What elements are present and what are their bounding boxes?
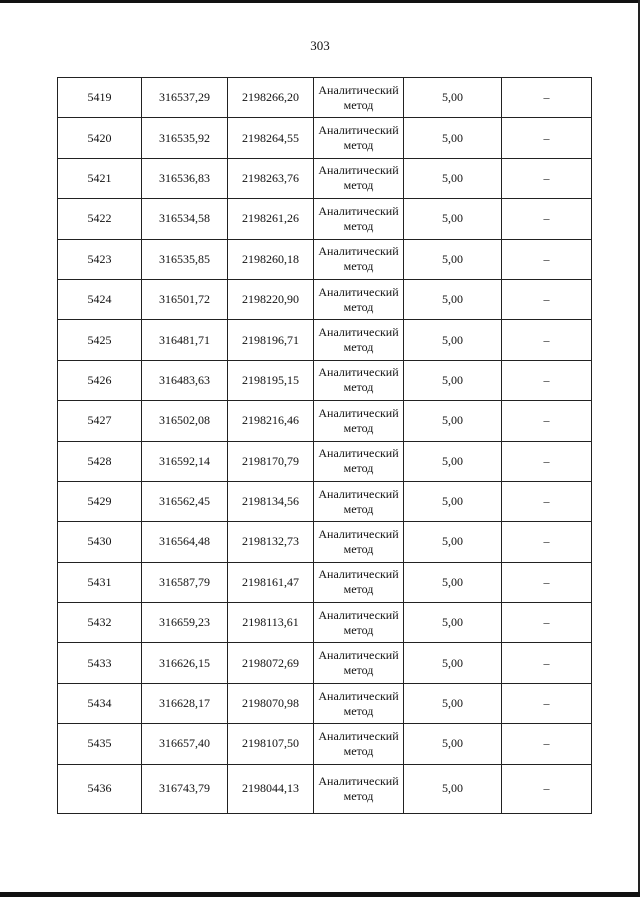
x-coordinate-cell: 316743,79 — [142, 764, 228, 813]
y-coordinate-cell: 2198261,26 — [228, 199, 314, 239]
table-row — [58, 724, 592, 764]
note-cell: – — [502, 118, 592, 158]
method-cell — [314, 441, 404, 481]
method-line: метод — [343, 340, 374, 355]
method-cell — [314, 199, 404, 239]
point-number-cell: 5428 — [58, 441, 142, 481]
x-coordinate-cell: 316501,72 — [142, 279, 228, 319]
x-coordinate-cell: 316626,15 — [142, 643, 228, 683]
x-coordinate-cell: 316564,48 — [142, 522, 228, 562]
accuracy-cell: 5,00 — [404, 320, 502, 360]
method-line: Аналитический — [318, 648, 399, 663]
point-number-cell: 5429 — [58, 481, 142, 521]
note-cell: – — [502, 279, 592, 319]
method-line: метод — [343, 788, 374, 803]
method-cell — [314, 118, 404, 158]
note-cell: – — [502, 481, 592, 521]
table-row — [58, 522, 592, 562]
note-cell: – — [502, 562, 592, 602]
y-coordinate-cell: 2198266,20 — [228, 78, 314, 118]
y-coordinate-cell: 2198216,46 — [228, 401, 314, 441]
method-line: Аналитический — [318, 486, 399, 501]
x-coordinate-cell: 316562,45 — [142, 481, 228, 521]
method-line: Аналитический — [318, 203, 399, 218]
coordinates-table — [57, 77, 592, 814]
accuracy-cell: 5,00 — [404, 603, 502, 643]
table-row — [58, 764, 592, 813]
point-number-cell: 5421 — [58, 158, 142, 198]
point-number-cell: 5423 — [58, 239, 142, 279]
x-coordinate-cell: 316592,14 — [142, 441, 228, 481]
y-coordinate-cell: 2198072,69 — [228, 643, 314, 683]
table-row — [58, 239, 592, 279]
point-number-cell: 5422 — [58, 199, 142, 239]
table-row — [58, 643, 592, 683]
method-cell — [314, 522, 404, 562]
point-number-cell: 5430 — [58, 522, 142, 562]
x-coordinate-cell: 316534,58 — [142, 199, 228, 239]
point-number-cell: 5425 — [58, 320, 142, 360]
accuracy-cell: 5,00 — [404, 481, 502, 521]
x-coordinate-cell: 316587,79 — [142, 562, 228, 602]
scan-edge-top — [0, 0, 640, 3]
y-coordinate-cell: 2198044,13 — [228, 764, 314, 813]
method-cell — [314, 239, 404, 279]
coordinates-table-body — [58, 78, 592, 814]
method-line: Аналитический — [318, 244, 399, 259]
method-line: Аналитический — [318, 446, 399, 461]
method-line: метод — [343, 178, 374, 193]
x-coordinate-cell: 316481,71 — [142, 320, 228, 360]
note-cell: – — [502, 360, 592, 400]
point-number-cell: 5426 — [58, 360, 142, 400]
table-row — [58, 683, 592, 723]
accuracy-cell: 5,00 — [404, 279, 502, 319]
method-line: Аналитический — [318, 405, 399, 420]
table-row — [58, 481, 592, 521]
y-coordinate-cell: 2198134,56 — [228, 481, 314, 521]
note-cell: – — [502, 643, 592, 683]
method-line: метод — [343, 218, 374, 233]
method-cell — [314, 481, 404, 521]
note-cell: – — [502, 764, 592, 813]
note-cell: – — [502, 239, 592, 279]
point-number-cell: 5435 — [58, 724, 142, 764]
method-cell — [314, 279, 404, 319]
note-cell: – — [502, 320, 592, 360]
method-cell — [314, 603, 404, 643]
y-coordinate-cell: 2198195,15 — [228, 360, 314, 400]
x-coordinate-cell: 316537,29 — [142, 78, 228, 118]
y-coordinate-cell: 2198161,47 — [228, 562, 314, 602]
note-cell: – — [502, 522, 592, 562]
method-line: Аналитический — [318, 526, 399, 541]
method-line: метод — [343, 541, 374, 556]
method-line: Аналитический — [318, 325, 399, 340]
point-number-cell: 5420 — [58, 118, 142, 158]
point-number-cell: 5432 — [58, 603, 142, 643]
method-line: Аналитический — [318, 123, 399, 138]
accuracy-cell: 5,00 — [404, 643, 502, 683]
method-line: Аналитический — [318, 567, 399, 582]
method-cell — [314, 724, 404, 764]
y-coordinate-cell: 2198220,90 — [228, 279, 314, 319]
note-cell: – — [502, 158, 592, 198]
y-coordinate-cell: 2198070,98 — [228, 683, 314, 723]
note-cell: – — [502, 199, 592, 239]
method-line: метод — [343, 703, 374, 718]
method-line: метод — [343, 97, 374, 112]
x-coordinate-cell: 316535,85 — [142, 239, 228, 279]
method-line: метод — [343, 501, 374, 516]
method-cell — [314, 78, 404, 118]
page-number: 303 — [310, 38, 330, 53]
method-cell — [314, 643, 404, 683]
x-coordinate-cell: 316483,63 — [142, 360, 228, 400]
accuracy-cell: 5,00 — [404, 522, 502, 562]
point-number-cell: 5436 — [58, 764, 142, 813]
note-cell: – — [502, 401, 592, 441]
x-coordinate-cell: 316659,23 — [142, 603, 228, 643]
accuracy-cell: 5,00 — [404, 441, 502, 481]
method-line: Аналитический — [318, 163, 399, 178]
x-coordinate-cell: 316657,40 — [142, 724, 228, 764]
method-line: метод — [343, 582, 374, 597]
y-coordinate-cell: 2198170,79 — [228, 441, 314, 481]
note-cell: – — [502, 724, 592, 764]
table-row — [58, 562, 592, 602]
point-number-cell: 5424 — [58, 279, 142, 319]
accuracy-cell: 5,00 — [404, 199, 502, 239]
y-coordinate-cell: 2198107,50 — [228, 724, 314, 764]
method-cell — [314, 401, 404, 441]
y-coordinate-cell: 2198113,61 — [228, 603, 314, 643]
method-line: Аналитический — [318, 773, 399, 788]
method-line: Аналитический — [318, 284, 399, 299]
accuracy-cell: 5,00 — [404, 683, 502, 723]
method-cell — [314, 562, 404, 602]
note-cell: – — [502, 603, 592, 643]
accuracy-cell: 5,00 — [404, 562, 502, 602]
method-line: Аналитический — [318, 728, 399, 743]
point-number-cell: 5431 — [58, 562, 142, 602]
table-row — [58, 441, 592, 481]
method-line: метод — [343, 138, 374, 153]
table-row — [58, 78, 592, 118]
accuracy-cell: 5,00 — [404, 78, 502, 118]
method-line: метод — [343, 299, 374, 314]
table-row — [58, 279, 592, 319]
accuracy-cell: 5,00 — [404, 118, 502, 158]
method-line: метод — [343, 380, 374, 395]
accuracy-cell: 5,00 — [404, 158, 502, 198]
table-row — [58, 360, 592, 400]
table-row — [58, 603, 592, 643]
accuracy-cell: 5,00 — [404, 764, 502, 813]
accuracy-cell: 5,00 — [404, 360, 502, 400]
table-row — [58, 320, 592, 360]
note-cell: – — [502, 683, 592, 723]
method-cell — [314, 320, 404, 360]
accuracy-cell: 5,00 — [404, 239, 502, 279]
x-coordinate-cell: 316535,92 — [142, 118, 228, 158]
method-line: Аналитический — [318, 607, 399, 622]
accuracy-cell: 5,00 — [404, 724, 502, 764]
method-cell — [314, 158, 404, 198]
method-line: метод — [343, 743, 374, 758]
table-row — [58, 199, 592, 239]
table-row — [58, 118, 592, 158]
point-number-cell: 5433 — [58, 643, 142, 683]
scan-edge-bottom — [0, 892, 640, 897]
x-coordinate-cell: 316628,17 — [142, 683, 228, 723]
y-coordinate-cell: 2198196,71 — [228, 320, 314, 360]
y-coordinate-cell: 2198264,55 — [228, 118, 314, 158]
x-coordinate-cell: 316502,08 — [142, 401, 228, 441]
method-cell — [314, 764, 404, 813]
y-coordinate-cell: 2198132,73 — [228, 522, 314, 562]
method-cell — [314, 360, 404, 400]
x-coordinate-cell: 316536,83 — [142, 158, 228, 198]
y-coordinate-cell: 2198263,76 — [228, 158, 314, 198]
note-cell: – — [502, 78, 592, 118]
accuracy-cell: 5,00 — [404, 401, 502, 441]
note-cell: – — [502, 441, 592, 481]
table-row — [58, 401, 592, 441]
point-number-cell: 5427 — [58, 401, 142, 441]
method-line: Аналитический — [318, 688, 399, 703]
method-line: Аналитический — [318, 82, 399, 97]
method-line: метод — [343, 663, 374, 678]
method-cell — [314, 683, 404, 723]
point-number-cell: 5434 — [58, 683, 142, 723]
method-line: метод — [343, 622, 374, 637]
y-coordinate-cell: 2198260,18 — [228, 239, 314, 279]
method-line: метод — [343, 461, 374, 476]
method-line: метод — [343, 420, 374, 435]
method-line: метод — [343, 259, 374, 274]
point-number-cell: 5419 — [58, 78, 142, 118]
table-row — [58, 158, 592, 198]
method-line: Аналитический — [318, 365, 399, 380]
